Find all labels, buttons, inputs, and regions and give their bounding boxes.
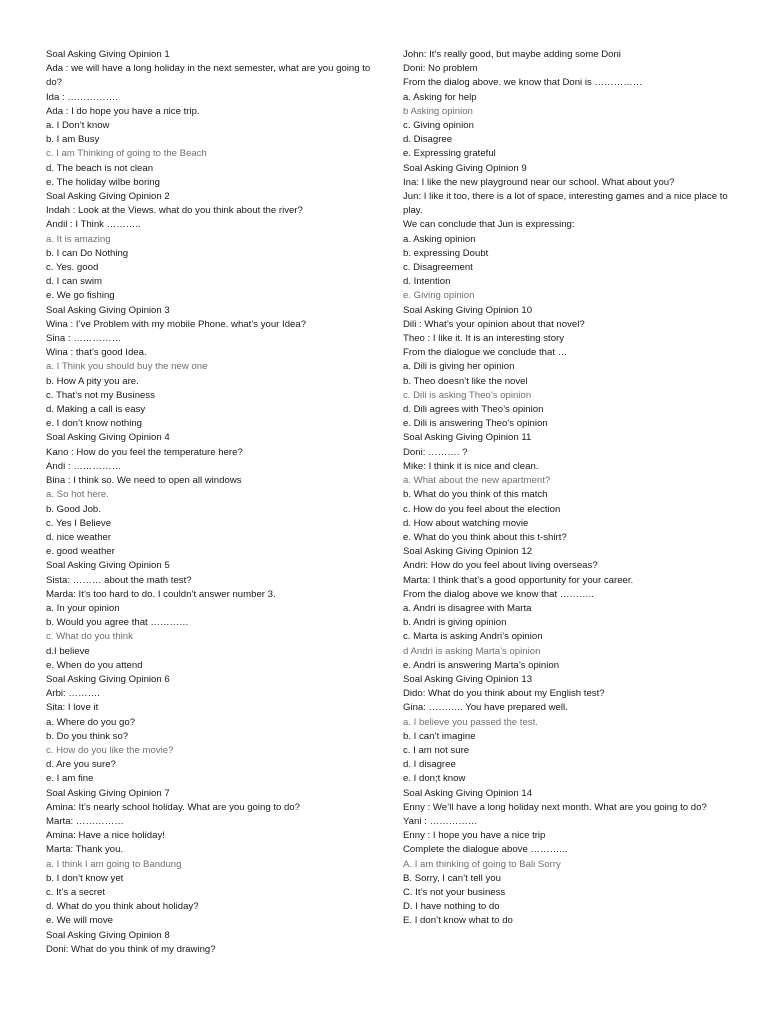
text-line: Gina: ……….. You have prepared well. <box>403 702 568 714</box>
text-line: c. It’s a secret <box>46 886 106 898</box>
text-line: b. Theo doesn’t like the novel <box>403 375 528 387</box>
text-line: B. Sorry, I can’t tell you <box>403 872 501 884</box>
answer-option-highlighted: a. What about the new apartment? <box>403 475 551 487</box>
text-line: d. Disagree <box>403 134 453 146</box>
text-line: d. The beach is not clean <box>46 162 154 174</box>
text-line: a. Dili is giving her opinion <box>403 361 515 373</box>
text-line: Theo : I like it. It is an interesting story <box>403 333 565 345</box>
text-line: Doni: No problem <box>403 63 478 75</box>
text-line: Dido: What do you think about my English test? <box>403 688 605 700</box>
text-line: c. Yes. good <box>46 262 99 274</box>
question-heading: Soal Asking Giving Opinion 11 <box>403 432 532 444</box>
text-line: Kano : How do you feel the temperature here? <box>46 446 243 458</box>
question-heading: Soal Asking Giving Opinion 14 <box>403 787 533 799</box>
text-line: d. Dili agrees with Theo’s opinion <box>403 404 544 416</box>
answer-option-highlighted: a. So hot here. <box>46 489 109 501</box>
text-line: Sita: I love it <box>46 702 99 714</box>
text-line: c. Yes I Believe <box>46 517 112 529</box>
text-line: a. I Don’t know <box>46 120 110 132</box>
question-heading: Soal Asking Giving Opinion 3 <box>46 304 170 316</box>
text-line: Amina: It’s nearly school holiday. What are you going to do? <box>46 801 301 813</box>
text-line: d. What do you think about holiday? <box>46 901 199 913</box>
text-line: e. Expressing grateful <box>403 148 496 160</box>
text-line: e. What do you think about this t-shirt? <box>403 531 567 543</box>
text-line: From the dialog above we know that ……….. <box>403 588 594 600</box>
text-line: c. That’s not my Business <box>46 389 155 401</box>
answer-option-highlighted: c. How do you like the movie? <box>46 744 174 756</box>
answer-option-highlighted: a. I believe you passed the test. <box>403 716 538 728</box>
answer-option-highlighted: e. Giving opinion <box>403 290 475 302</box>
text-line: Wina : I’ve Problem with my mobile Phone. what’s your Idea? <box>46 318 307 330</box>
text-line: Andil : I Think ……….. <box>46 219 141 231</box>
text-line: e. When do you attend <box>46 659 143 671</box>
text-line: d.I believe <box>46 645 90 657</box>
text-line: a. Andri is disagree with Marta <box>403 602 532 614</box>
answer-option-highlighted: a. It is amazing <box>46 233 111 245</box>
text-line: b. Would you agree that ………… <box>46 617 189 629</box>
text-line: Bina : I think so. We need to open all windows <box>46 475 242 487</box>
text-line: e. We will move <box>46 915 113 927</box>
text-line: D. I have nothing to do <box>403 901 500 913</box>
text-line: c. Marta is asking Andri’s opinion <box>403 631 543 643</box>
text-line: e. The holiday wilbe boring <box>46 176 160 188</box>
text-line: Doni: ………. ? <box>403 446 468 458</box>
text-line: Sina : …………… <box>46 333 122 345</box>
text-line: Jun: I like it too, there is a lot of space, interesting games and a nice place to play. <box>403 191 728 217</box>
text-line: e. I don’t know nothing <box>46 418 143 430</box>
text-line: Amina: Have a nice holiday! <box>46 830 165 842</box>
text-line: b. Do you think so? <box>46 730 129 742</box>
text-line: From the dialog above. we know that Doni is …………… <box>403 77 643 89</box>
text-line: Arbi: ………. <box>46 688 100 700</box>
text-line: Complete the dialogue above ………... <box>403 844 568 856</box>
text-line: b. Good Job. <box>46 503 101 515</box>
text-line: Mike: I think it is nice and clean. <box>403 460 539 472</box>
text-line: e. good weather <box>46 546 115 558</box>
text-line: a. Where do you go? <box>46 716 136 728</box>
text-line: John: It’s really good, but maybe adding some Doni <box>403 49 621 60</box>
text-line: e. Andri is answering Marta’s opinion <box>403 659 560 671</box>
text-line: Marta: …………… <box>46 815 124 827</box>
text-line: C. It’s not your business <box>403 886 506 898</box>
text-line: Enny : We’ll have a long holiday next month. What are you going to do? <box>403 801 707 813</box>
text-line: Wina : that’s good Idea. <box>46 347 147 359</box>
text-line: From the dialogue we conclude that … <box>403 347 568 359</box>
text-line: Sista: ……… about the math test? <box>46 574 192 586</box>
answer-option-highlighted: a. I think I am going to Bandung <box>46 858 182 870</box>
text-line: d. Are you sure? <box>46 759 116 771</box>
answer-option-highlighted: b Asking opinion <box>403 105 473 117</box>
question-heading: Soal Asking Giving Opinion 5 <box>46 560 170 572</box>
text-line: d. Intention <box>403 276 451 288</box>
text-line: b. I don’t know yet <box>46 872 124 884</box>
text-line: Dili : What’s your opinion about that novel? <box>403 318 585 330</box>
text-line: Marta: I think that’s a good opportunity for your career. <box>403 574 634 586</box>
text-line: Marda: It’s too hard to do. I couldn’t answer number 3. <box>46 588 276 600</box>
text-line: Doni: What do you think of my drawing? <box>46 943 216 955</box>
right-column <box>403 48 733 929</box>
text-line: Ada : we will have a long holiday in the next semester, what are you going to do? <box>46 63 371 89</box>
answer-option-highlighted: c. I am Thinking of going to the Beach <box>46 148 207 160</box>
left-column <box>46 48 372 957</box>
text-line: b. How A pity you are. <box>46 375 139 387</box>
text-line: e. I don;t know <box>403 773 466 785</box>
text-line: d. I disagree <box>403 759 456 771</box>
question-heading: Soal Asking Giving Opinion 12 <box>403 546 533 558</box>
text-line: Andri: How do you feel about living overseas? <box>403 560 598 572</box>
text-line: c. I am not sure <box>403 744 470 756</box>
question-heading: Soal Asking Giving Opinion 6 <box>46 673 170 685</box>
text-line: e. I am fine <box>46 773 94 785</box>
answer-option-highlighted: c. Dili is asking Theo’s opinion <box>403 389 532 401</box>
question-heading: Soal Asking Giving Opinion 1 <box>46 49 170 60</box>
text-line: c. Disagreement <box>403 262 473 274</box>
answer-option-highlighted: A. I am thinking of going to Bali Sorry <box>403 858 561 870</box>
text-line: d. I can swim <box>46 276 102 288</box>
question-heading: Soal Asking Giving Opinion 8 <box>46 929 170 941</box>
answer-option-highlighted: a. I Think you should buy the new one <box>46 361 208 373</box>
answer-option-highlighted: c. What do you think <box>46 631 133 643</box>
text-line: Andi : …………… <box>46 460 122 472</box>
question-heading: Soal Asking Giving Opinion 9 <box>403 162 527 174</box>
text-line: b. I can Do Nothing <box>46 247 129 259</box>
question-heading: Soal Asking Giving Opinion 10 <box>403 304 533 316</box>
text-line: a. Asking for help <box>403 91 477 103</box>
text-line: Enny : I hope you have a nice trip <box>403 830 546 842</box>
question-heading: Soal Asking Giving Opinion 7 <box>46 787 170 799</box>
text-line: d. nice weather <box>46 531 112 543</box>
text-line: a. Asking opinion <box>403 233 476 245</box>
text-line: d. How about watching movie <box>403 517 529 529</box>
text-line: e. We go fishing <box>46 290 115 302</box>
text-line: Ada : I do hope you have a nice trip. <box>46 105 200 117</box>
text-line: a. In your opinion <box>46 602 120 614</box>
question-heading: Soal Asking Giving Opinion 13 <box>403 673 533 685</box>
text-line: We can conclude that Jun is expressing: <box>403 219 575 231</box>
text-line: d. Making a call is easy <box>46 404 146 416</box>
text-line: E. I don’t know what to do <box>403 915 513 927</box>
text-line: b. Andri is giving opinion <box>403 617 507 629</box>
question-heading: Soal Asking Giving Opinion 2 <box>46 191 170 203</box>
text-line: e. Dili is answering Theo’s opinion <box>403 418 548 430</box>
question-heading: Soal Asking Giving Opinion 4 <box>46 432 170 444</box>
text-line: Indah : Look at the Views. what do you think about the river? <box>46 205 303 217</box>
answer-option-highlighted: d Andri is asking Marta’s opinion <box>403 645 541 657</box>
text-line: b. I can’t imagine <box>403 730 476 742</box>
text-line: c. How do you feel about the election <box>403 503 561 515</box>
text-line: b. I am Busy <box>46 134 100 146</box>
text-line: b. What do you think of this match <box>403 489 548 501</box>
text-line: c. Giving opinion <box>403 120 474 132</box>
text-line: b. expressing Doubt <box>403 247 489 259</box>
text-line: Ida : ……………. <box>46 91 118 103</box>
text-line: Marta: Thank you. <box>46 844 124 856</box>
text-line: Ina: I like the new playground near our school. What about you? <box>403 176 675 188</box>
text-line: Yani : …………… <box>403 815 478 827</box>
